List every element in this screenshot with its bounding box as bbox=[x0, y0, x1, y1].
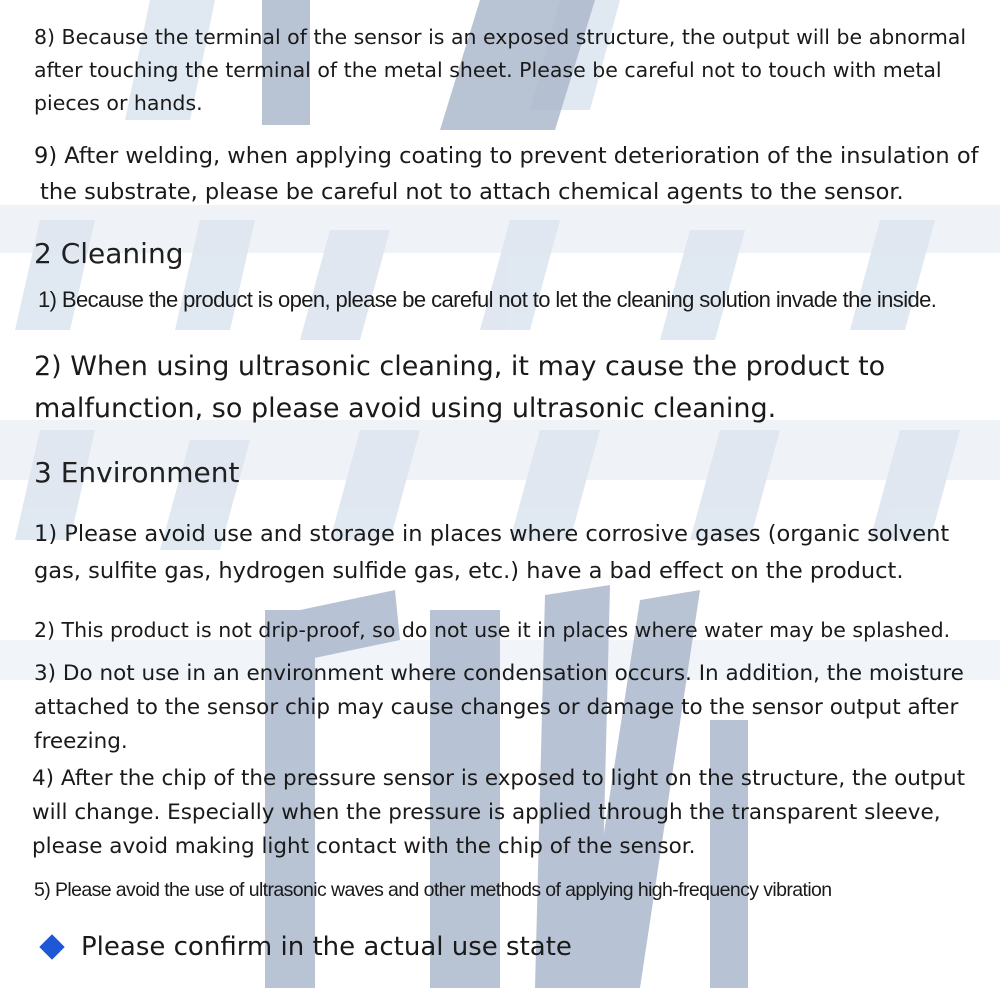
cleaning-item-1: 1) Because the product is open, please be careful not to let the cleaning solution invade the inside. bbox=[38, 287, 937, 312]
cleaning-item-2-line-1: 2) When using ultrasonic cleaning, it may cause the product to bbox=[34, 351, 886, 382]
environment-item-2: 2) This product is not drip-proof, so do not use it in places where water may be splashed. bbox=[34, 618, 951, 642]
environment-item-1-line-1: 1) Please avoid use and storage in places where corrosive gases (organic solvent bbox=[34, 521, 950, 547]
environment-item-4-line-2: will change. Especially when the pressure is applied through the transparent sleeve, bbox=[32, 800, 941, 825]
confirm-note bbox=[40, 932, 572, 962]
item-8-line-1: 8) Because the terminal of the sensor is an exposed structure, the output will be abnormal bbox=[34, 25, 967, 49]
diamond-icon bbox=[39, 934, 64, 959]
cleaning-heading: 2 Cleaning bbox=[34, 237, 184, 270]
environment-item-3-line-2: attached to the sensor chip may cause changes or damage to the sensor output after bbox=[34, 695, 959, 720]
item-8-line-2: after touching the terminal of the metal sheet. Please be careful not to touch with metal bbox=[34, 58, 942, 82]
environment-item-4-line-1: 4) After the chip of the pressure sensor is exposed to light on the structure, the output bbox=[32, 766, 966, 791]
item-9-line-1: 9) After welding, when applying coating to prevent deterioration of the insulation of bbox=[34, 143, 979, 169]
item-9-line-2: the substrate, please be careful not to attach chemical agents to the sensor. bbox=[40, 179, 904, 205]
item-8-line-3: pieces or hands. bbox=[34, 91, 203, 115]
cleaning-item-2-line-2: malfunction, so please avoid using ultrasonic cleaning. bbox=[34, 393, 777, 424]
environment-item-3-line-1: 3) Do not use in an environment where condensation occurs. In addition, the moisture bbox=[34, 661, 964, 686]
confirm-note-text: Please confirm in the actual use state bbox=[81, 932, 572, 962]
environment-item-3-line-3: freezing. bbox=[34, 729, 128, 754]
environment-item-5: 5) Please avoid the use of ultrasonic waves and other methods of applying high-frequency vibration bbox=[34, 879, 832, 901]
environment-heading: 3 Environment bbox=[34, 456, 240, 489]
environment-item-1-line-2: gas, sulfite gas, hydrogen sulfide gas, etc.) have a bad effect on the product. bbox=[34, 558, 904, 584]
environment-item-4-line-3: please avoid making light contact with the chip of the sensor. bbox=[32, 834, 696, 859]
